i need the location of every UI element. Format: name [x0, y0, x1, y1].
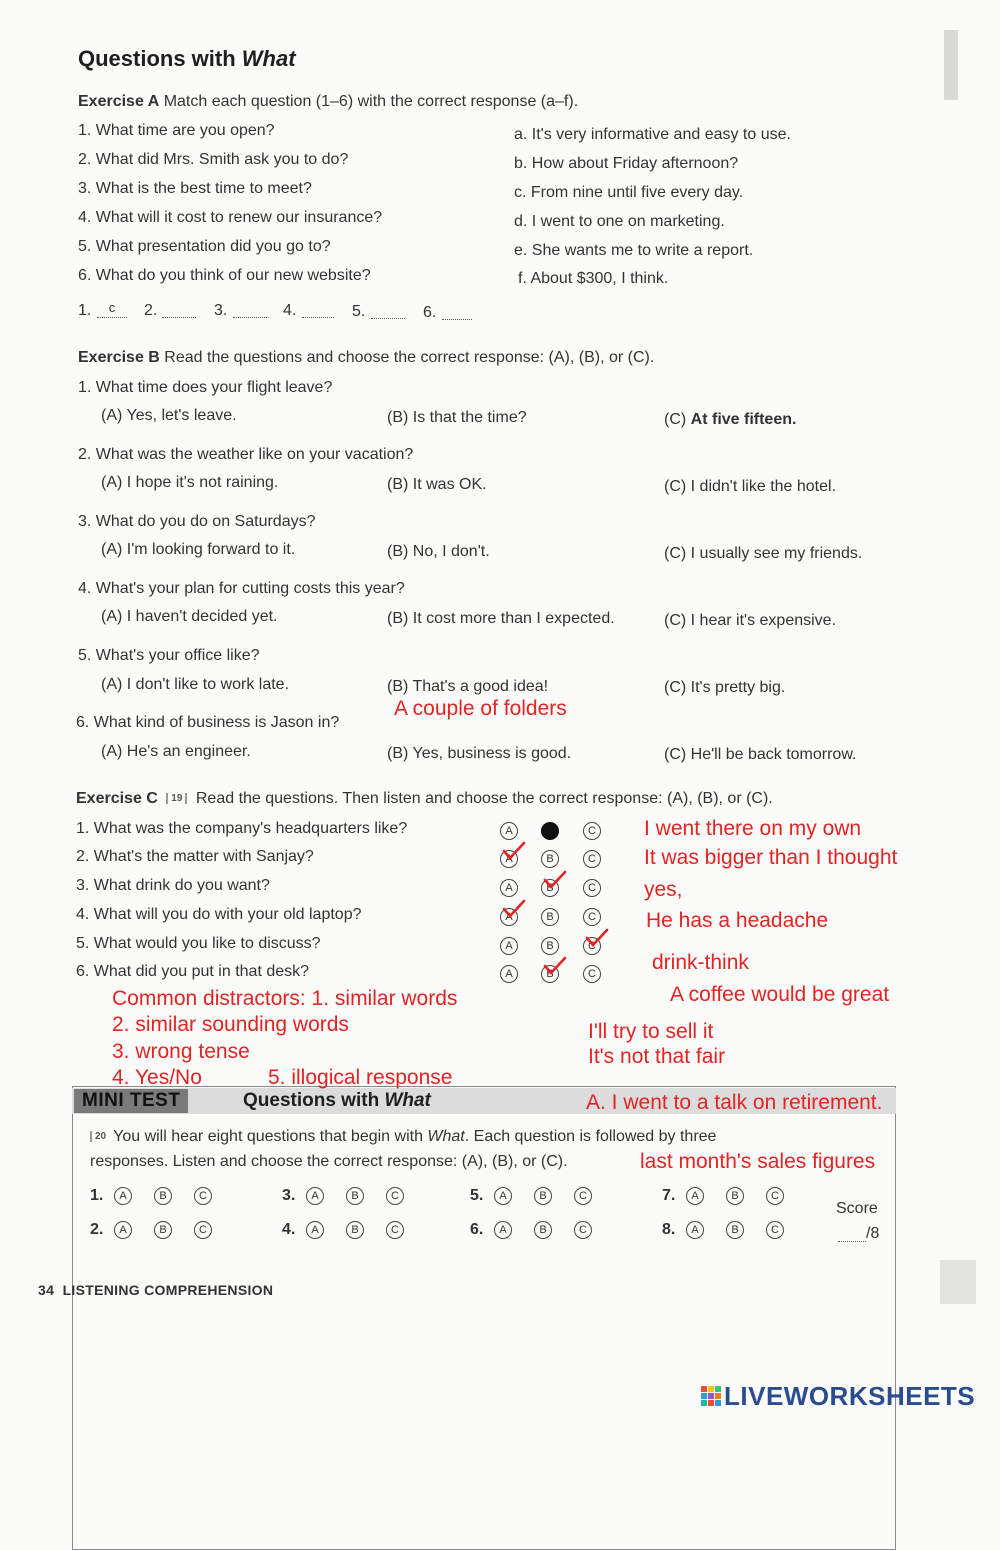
handwritten-note: 3. wrong tense — [112, 1040, 250, 1063]
exercise-c-question: 3. What drink do you want? — [76, 877, 270, 894]
exercise-a-question: 5. What presentation did you go to? — [78, 238, 331, 255]
answer-bubble-a[interactable]: A — [306, 1187, 324, 1205]
exercise-b-question: 3. What do you do on Saturdays? — [78, 513, 316, 530]
handwritten-note: It's not that fair — [588, 1045, 726, 1068]
answer-number: 6. — [423, 304, 437, 321]
handwritten-note: 4. Yes/No — [112, 1066, 202, 1089]
answer-bubble-c[interactable]: C — [194, 1187, 212, 1205]
exercise-a-response: b. How about Friday afternoon? — [514, 155, 739, 172]
answer-bubble-b[interactable] — [541, 822, 559, 840]
answer-number: 3. — [214, 302, 228, 319]
option-c: (C) At five fifteen. — [664, 411, 797, 428]
mini-test-item-number: 7. — [662, 1187, 676, 1204]
answer-bubble-b[interactable]: B — [541, 879, 559, 897]
mini-test-tag: MINI TEST — [74, 1089, 188, 1113]
option-c: (C) It's pretty big. — [664, 679, 786, 696]
exercise-a-response: f. About $300, I think. — [518, 270, 669, 287]
answer-bubble-b[interactable]: B — [541, 965, 559, 983]
handwritten-note: I went there on my own — [644, 817, 862, 840]
answer-bubble-c[interactable]: C — [766, 1187, 784, 1205]
answer-bubble-c[interactable]: C — [583, 908, 601, 926]
mini-test-item-number: 8. — [662, 1221, 676, 1238]
handwritten-note: 5. illogical response — [268, 1066, 453, 1089]
exercise-a-instruction: Exercise A Match each question (1–6) with the correct response (a–f). — [78, 93, 579, 110]
handwritten-note: A coffee would be great — [670, 983, 890, 1006]
score-label: Score — [836, 1200, 878, 1217]
liveworksheets-logo-icon — [700, 1385, 722, 1407]
exercise-c-question: 6. What did you put in that desk? — [76, 963, 310, 980]
answer-bubble-c[interactable]: C — [583, 937, 601, 955]
option-c: (C) He'll be back tomorrow. — [664, 746, 857, 763]
exercise-b-question: 4. What's your plan for cutting costs this year? — [78, 580, 405, 597]
score-blank[interactable] — [838, 1224, 866, 1242]
score-total: /8 — [866, 1225, 880, 1242]
red-check-mark-icon — [502, 841, 526, 861]
answer-bubble-a[interactable]: A — [306, 1221, 324, 1239]
exercise-a-response: a. It's very informative and easy to use. — [514, 126, 791, 143]
answer-bubble-c[interactable]: C — [194, 1221, 212, 1239]
answer-bubble-c[interactable]: C — [766, 1221, 784, 1239]
answer-bubble-a[interactable]: A — [686, 1187, 704, 1205]
exercise-a-response: e. She wants me to write a report. — [514, 242, 754, 259]
option-c: (C) I hear it's expensive. — [664, 612, 837, 629]
answer-bubble-a[interactable]: A — [114, 1187, 132, 1205]
page-footer — [38, 1282, 273, 1298]
option-b: (B) It cost more than I expected. — [387, 610, 615, 627]
handwritten-note: A couple of folders — [394, 697, 567, 720]
exercise-b-question: 6. What kind of business is Jason in? — [76, 714, 340, 731]
handwritten-note: last month's sales figures — [640, 1150, 876, 1173]
mini-test-instruction-line: responses. Listen and choose the correct response: (A), (B), or (C). — [90, 1153, 568, 1170]
answer-bubble-b[interactable]: B — [534, 1221, 552, 1239]
page-title: Questions with What — [78, 46, 296, 71]
option-a: (A) I'm looking forward to it. — [101, 541, 296, 558]
answer-blank[interactable]: c — [97, 300, 127, 318]
exercise-a-question: 4. What will it cost to renew our insurance? — [78, 209, 383, 226]
answer-bubble-c[interactable]: C — [583, 850, 601, 868]
exercise-b-question: 1. What time does your flight leave? — [78, 379, 333, 396]
handwritten-note: yes, — [644, 878, 683, 901]
handwritten-note: He has a headache — [646, 909, 829, 932]
option-a: (A) I don't like to work late. — [101, 676, 290, 693]
answer-bubble-c[interactable]: C — [386, 1187, 404, 1205]
answer-bubble-b[interactable]: B — [154, 1187, 172, 1205]
exercise-c-question: 1. What was the company's headquarters like? — [76, 820, 408, 837]
exercise-b-question: 5. What's your office like? — [78, 647, 260, 664]
mini-test-item-number: 4. — [282, 1221, 296, 1238]
answer-bubble-a[interactable]: A — [500, 822, 518, 840]
option-a: (A) I haven't decided yet. — [101, 608, 278, 625]
answer-bubble-b[interactable]: B — [346, 1187, 364, 1205]
scan-artifact — [940, 1260, 976, 1304]
option-b: (B) Yes, business is good. — [387, 745, 572, 762]
red-check-mark-icon — [502, 899, 526, 919]
option-c: (C) I usually see my friends. — [664, 545, 863, 562]
answer-bubble-a[interactable]: A — [114, 1221, 132, 1239]
option-a: (A) He's an engineer. — [101, 743, 251, 760]
option-b: (B) It was OK. — [387, 476, 487, 493]
answer-bubble-a[interactable]: A — [500, 965, 518, 983]
answer-number: 4. — [283, 302, 297, 319]
exercise-c-question: 2. What's the matter with Sanjay? — [76, 848, 314, 865]
red-check-mark-icon — [585, 928, 609, 948]
exercise-b-question: 2. What was the weather like on your vacation? — [78, 446, 414, 463]
mini-test-instruction-line: 20 You will hear eight questions that begin with What. Each question is followed by three — [90, 1128, 716, 1146]
answer-blank[interactable] — [442, 302, 472, 320]
option-b: (B) No, I don't. — [387, 543, 490, 560]
answer-bubble-a[interactable]: A — [500, 879, 518, 897]
exercise-a-question: 2. What did Mrs. Smith ask you to do? — [78, 151, 349, 168]
answer-bubble-b[interactable]: B — [154, 1221, 172, 1239]
red-check-mark-icon — [543, 870, 567, 890]
answer-blank[interactable] — [371, 301, 405, 319]
exercise-a-question: 1. What time are you open? — [78, 122, 275, 139]
option-a: (A) Yes, let's leave. — [101, 407, 237, 424]
red-check-mark-icon — [543, 956, 567, 976]
answer-bubble-c[interactable]: C — [574, 1221, 592, 1239]
handwritten-note: It was bigger than I thought — [644, 846, 898, 869]
answer-bubble-c[interactable]: C — [583, 879, 601, 897]
mini-test-item-number: 1. — [90, 1187, 104, 1204]
exercise-c-question: 5. What would you like to discuss? — [76, 935, 321, 952]
audio-track-icon[interactable]: 20 — [90, 1131, 109, 1142]
answer-number: 5. — [352, 303, 366, 320]
answer-bubble-b[interactable]: B — [346, 1221, 364, 1239]
answer-bubble-b[interactable]: B — [541, 937, 559, 955]
exercise-c-question: 4. What will you do with your old laptop? — [76, 906, 362, 923]
option-b: (B) That's a good idea! — [387, 678, 549, 695]
handwritten-note: I'll try to sell it — [588, 1020, 714, 1043]
answer-bubble-b[interactable]: B — [726, 1187, 744, 1205]
handwritten-note: A. I went to a talk on retirement. — [586, 1091, 883, 1114]
answer-bubble-a[interactable]: A — [500, 850, 518, 868]
mini-test-title: Questions with What — [243, 1090, 431, 1111]
answer-number: 1. — [78, 302, 92, 319]
answer-number: 2. — [144, 302, 158, 319]
exercise-c-instruction: Exercise C 19 Read the questions. Then listen and choose the correct response: (A), (B), or (C). — [76, 790, 773, 807]
audio-track-icon[interactable]: 19 — [166, 793, 187, 804]
page-number: 34 — [38, 1282, 55, 1298]
section-name: LISTENING COMPREHENSION — [62, 1282, 274, 1298]
exercise-a-question: 3. What is the best time to meet? — [78, 180, 312, 197]
answer-bubble-a[interactable]: A — [494, 1187, 512, 1205]
exercise-a-response: c. From nine until five every day. — [514, 184, 744, 201]
answer-bubble-c[interactable]: C — [583, 822, 601, 840]
answer-bubble-a[interactable]: A — [500, 937, 518, 955]
exercise-b-instruction: Exercise B Read the questions and choose the correct response: (A), (B), or (C). — [78, 349, 655, 366]
answer-bubble-c[interactable]: C — [583, 965, 601, 983]
answer-blank[interactable] — [302, 300, 334, 318]
option-c: (C) I didn't like the hotel. — [664, 478, 837, 495]
answer-bubble-b[interactable]: B — [541, 908, 559, 926]
answer-bubble-c[interactable]: C — [574, 1187, 592, 1205]
answer-bubble-a[interactable]: A — [500, 908, 518, 926]
scan-artifact — [944, 30, 958, 100]
mini-test-item-number: 3. — [282, 1187, 296, 1204]
answer-bubble-c[interactable]: C — [386, 1221, 404, 1239]
answer-bubble-a[interactable]: A — [686, 1221, 704, 1239]
mini-test-item-number: 5. — [470, 1187, 484, 1204]
answer-bubble-b[interactable]: B — [534, 1187, 552, 1205]
handwritten-note: Common distractors: 1. similar words — [112, 987, 458, 1010]
mini-test-item-number: 6. — [470, 1221, 484, 1238]
option-a: (A) I hope it's not raining. — [101, 474, 279, 491]
exercise-a-response: d. I went to one on marketing. — [514, 213, 725, 230]
answer-bubble-b[interactable]: B — [541, 850, 559, 868]
answer-bubble-a[interactable]: A — [494, 1221, 512, 1239]
answer-blank[interactable] — [233, 300, 267, 318]
option-b: (B) Is that the time? — [387, 409, 527, 426]
answer-blank[interactable] — [162, 300, 196, 318]
handwritten-note: 2. similar sounding words — [112, 1013, 349, 1036]
answer-bubble-b[interactable]: B — [726, 1221, 744, 1239]
mini-test-item-number: 2. — [90, 1221, 104, 1238]
handwritten-note: drink-think — [652, 951, 749, 974]
liveworksheets-watermark: LIVEWORKSHEETS — [724, 1381, 976, 1411]
exercise-a-question: 6. What do you think of our new website? — [78, 267, 371, 284]
